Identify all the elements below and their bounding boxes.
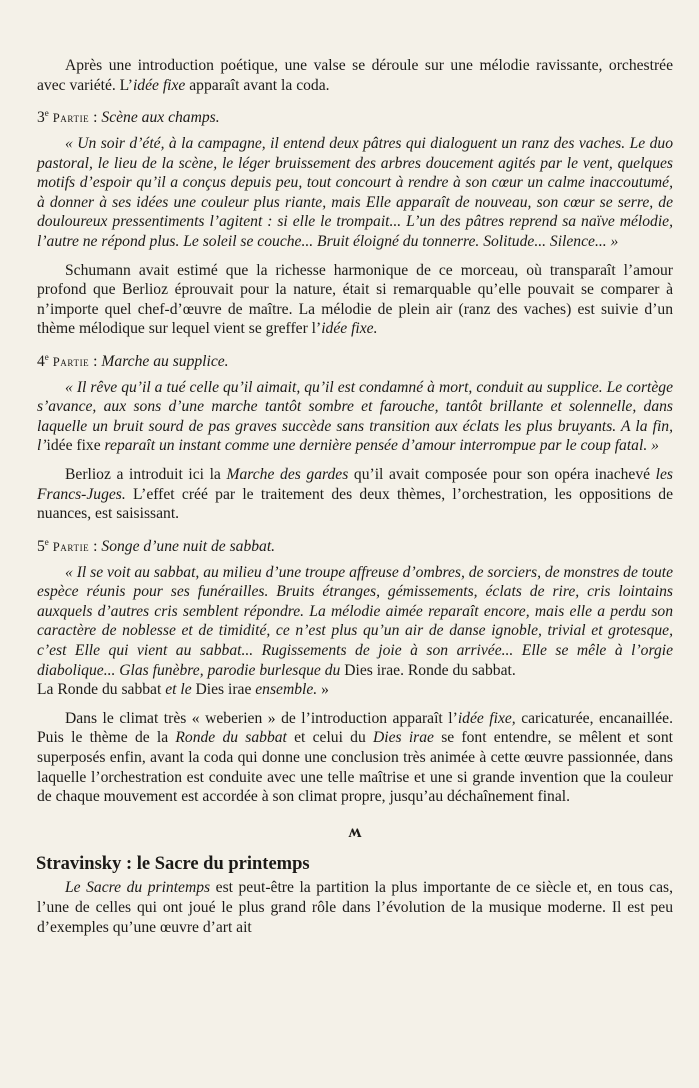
- part-label: Partie: [52, 540, 90, 555]
- italic-text: idée fixe: [132, 76, 186, 94]
- paragraph-berlioz: Berlioz a introduit ici la Marche des gardes qu’il avait composée pour son opéra inachevé les Francs-Juges. L’effet créé par le traitement des deux thèmes, l’orchestration, les oppositions de nuances, est saisissant.: [37, 466, 673, 523]
- paragraph-schumann: Schumann avait estimé que la richesse harmonique de ce morceau, où transparaît l’amour profond que Berlioz éprouvait pour la nature, était si remarquable qu’elle pouvait se comparer à n’importe quel chef-d’œuvre de maître. La mélodie de plein air (ranz des vaches) est suivie d’un thème mélodique sur lequel vient se greffer l’idée fixe.: [37, 261, 673, 338]
- part-4-heading: 4e Partie : Marche au supplice.: [37, 351, 229, 371]
- part-title: Scène aux champs.: [101, 109, 220, 127]
- paragraph-valse: [37, 56, 673, 95]
- text: Après une introduction poétique, une valse se déroule sur une mélodie ravissante, orchestrée avec variété. L’: [37, 57, 673, 94]
- part-title: Songe d’une nuit de sabbat.: [101, 538, 276, 556]
- ornament-icon: ʍ: [348, 820, 362, 841]
- part-title: Marche au supplice.: [101, 353, 229, 371]
- paragraph-climat: Dans le climat très « weberien » de l’introduction apparaît l’idée fixe, caricaturée, encanaillée. Puis le thème de la Ronde du sabbat et celui du Dies irae se font entendre, se mêlent et sont superposés enfin, avant la coda qui donne une conclusion très animée à cette œuvre passionnée, dans laquelle l’orchestration est conduite avec une telle maîtrise et une si grande invention que la couleur de chaque mouvement est accordée à son climat propre, jusqu’au déchaînement final.: [37, 709, 674, 806]
- quote-part-3: « Un soir d’été, à la campagne, il entend deux pâtres qui dialoguent un ranz des vaches. Le duo pastoral, le lieu de la scène, le léger bruissement des arbres doucement agités par le vent, quelques motifs d’espoir qu’il a conçus depuis peu, tout concourt à rendre à son cœur un calme inaccoutumé, à donner à ses idées une couleur plus riante, mais Elle apparaît de nouveau, son cœur se serre, de douloureux pressentiments l’agitent : si elle le trompait... L’un des pâtres reprend sa naïve mélodie, l’autre ne répond plus. Le soleil se couche... Bruit éloigné du tonnerre. Solitude... Silence... »: [37, 134, 673, 250]
- part-label: Partie: [52, 111, 90, 126]
- part-3-heading: 3e Partie : Scène aux champs.: [37, 108, 220, 127]
- part-label: Partie: [52, 355, 90, 370]
- paragraph-sacre: Le Sacre du printemps est peut-être la partition la plus importante de ce siècle et, en tous cas, l’une de celles qui ont joué le plus grand rôle dans l’évolution de la musique moderne. Il est peu d’exemples qu’une œuvre d’art ait: [37, 879, 673, 936]
- quote-part-4: « Il rêve qu’il a tué celle qu’il aimait, qu’il est condamné à mort, conduit au supplice. Le cortège s’avance, aux sons d’une marche tantôt sombre et farouche, tantôt brillante et solennelle, dans laquelle un bruit sourd de pas graves succède sans transition aux éclats les plus bruyants. A la fin, l’idée fixe reparaît un instant comme une dernière pensée d’amour interrompue par le coup fatal. »: [37, 378, 673, 455]
- text: apparaît avant la coda.: [185, 76, 330, 94]
- part-number: 5e: [37, 536, 49, 556]
- page-text: [37, 56, 673, 937]
- section-heading: Stravinsky : le Sacre du printemps: [36, 853, 310, 874]
- part-number: 4e: [37, 351, 49, 371]
- part-5-heading: 5e Partie : Songe d’une nuit de sabbat.: [37, 536, 276, 556]
- quote-part-5: « Il se voit au sabbat, au milieu d’une troupe affreuse d’ombres, de sorciers, de monstres de toute espèce réunis pour ses funérailles. Bruits étranges, gémissements, éclats de rire, cris lointains auxquels d’autres cris semblent répondre. La mélodie aimée reparaît encore, mais elle a perdu son caractère de noblesse et de timidité, ce n’est plus qu’un air de danse ignoble, trivial et grotesque, c’est Elle qui vient au sabbat... Rugissements de joie à son arrivée... Elle se mêle à l’orgie diabolique... Glas funèbre, parodie burlesque du Dies irae. Ronde du sabbat. La Ronde du sabbat et le Dies irae ensemble. »: [37, 563, 673, 699]
- part-number: 3e: [37, 108, 49, 127]
